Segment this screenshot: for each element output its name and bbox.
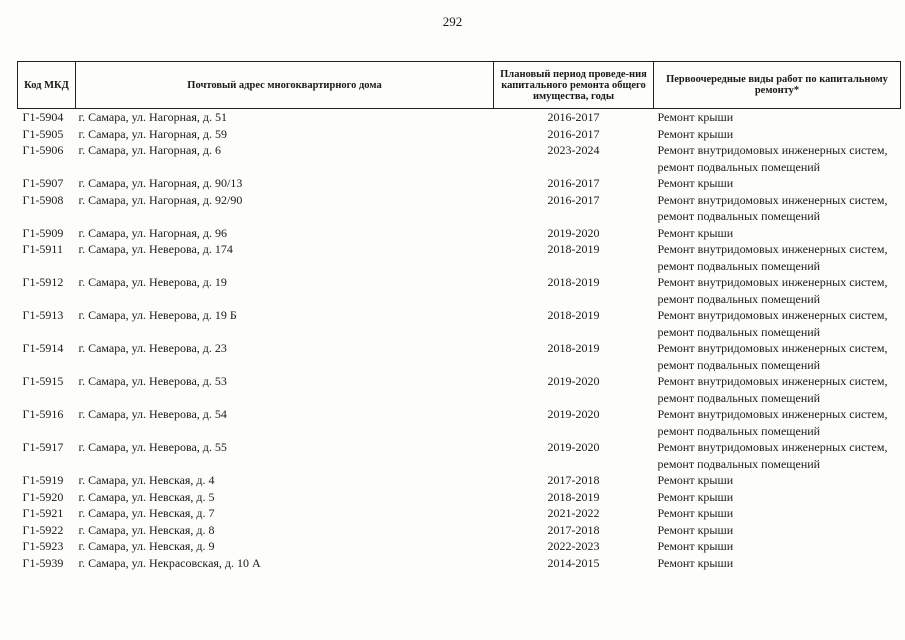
table-header — [18, 62, 901, 109]
row-period: 2019-2020 — [547, 225, 600, 240]
row-period: 2016-2017 — [547, 192, 600, 207]
row-works — [654, 505, 901, 522]
row-address: г. Самара, ул. Невская, д. 4 — [78, 473, 215, 487]
row-address: г. Самара, ул. Нагорная, д. 92/90 — [78, 192, 243, 207]
row-period: 2019-2020 — [547, 440, 600, 454]
row-code: Г1-5913 — [22, 308, 64, 322]
row-code: Г1-5916 — [22, 407, 64, 421]
table-row — [18, 126, 901, 143]
row-works-line: ремонт подвальных помещений — [657, 159, 821, 174]
row-address: г. Самара, ул. Неверова, д. 54 — [78, 407, 227, 421]
row-address: г. Самара, ул. Невская, д. 9 — [78, 539, 215, 553]
row-works-line: ремонт подвальных помещений — [657, 390, 821, 405]
row-works — [654, 225, 901, 242]
row-address: г. Самара, ул. Неверова, д. 53 — [78, 374, 227, 388]
table-row — [18, 555, 901, 572]
table-row — [18, 192, 901, 225]
row-address: г. Самара, ул. Неверова, д. 19 Б — [78, 308, 237, 322]
row-code: Г1-5907 — [22, 176, 64, 190]
row-works — [654, 555, 901, 572]
row-works-line: Ремонт внутридомовых инженерных систем, — [657, 407, 888, 421]
row-code: Г1-5908 — [22, 192, 64, 207]
row-works-line: ремонт подвальных помещений — [657, 258, 821, 273]
table-row — [18, 109, 901, 126]
row-code: Г1-5922 — [22, 522, 64, 537]
row-address: г. Самара, ул. Невская, д. 5 — [78, 489, 215, 504]
row-works — [654, 307, 901, 340]
row-works — [654, 274, 901, 307]
table-row — [18, 225, 901, 242]
row-address: г. Самара, ул. Невская, д. 8 — [78, 522, 215, 537]
row-works-line: Ремонт внутридомовых инженерных систем, — [657, 308, 888, 322]
table-row — [18, 472, 901, 489]
table-row — [18, 274, 901, 307]
row-period: 2022-2023 — [547, 539, 600, 553]
row-works-line: ремонт подвальных помещений — [657, 357, 821, 372]
row-works-line: Ремонт крыши — [657, 110, 734, 124]
row-code: Г1-5904 — [22, 110, 64, 124]
row-works — [654, 538, 901, 555]
header-address: Почтовый адрес многоквартирного дома — [76, 62, 494, 109]
row-address: г. Самара, ул. Неверова, д. 174 — [78, 242, 233, 256]
header-works: Первоочередные виды работ по капитальному ремонту* — [654, 62, 901, 109]
row-works-line: ремонт подвальных помещений — [657, 209, 821, 223]
row-works-line: Ремонт крыши — [657, 489, 734, 504]
row-code: Г1-5939 — [22, 555, 64, 570]
table-row — [18, 406, 901, 439]
row-works — [654, 373, 901, 406]
row-works-line: Ремонт внутридомовых инженерных систем, — [657, 192, 888, 207]
row-works — [654, 522, 901, 539]
row-code: Г1-5921 — [22, 506, 64, 520]
row-works — [654, 126, 901, 143]
repair-schedule-table — [17, 61, 901, 571]
table-body — [18, 109, 901, 572]
row-period: 2019-2020 — [547, 374, 600, 388]
row-period: 2018-2019 — [547, 341, 600, 355]
row-works-line: Ремонт внутридомовых инженерных систем, — [657, 374, 888, 388]
row-works — [654, 406, 901, 439]
row-code: Г1-5905 — [22, 126, 64, 141]
row-code: Г1-5919 — [22, 473, 64, 487]
row-works — [654, 109, 901, 126]
table-row — [18, 505, 901, 522]
row-code: Г1-5911 — [22, 242, 63, 256]
row-period: 2019-2020 — [547, 407, 600, 421]
row-works — [654, 489, 901, 506]
row-works-line: Ремонт крыши — [657, 176, 734, 190]
row-works — [654, 439, 901, 472]
row-works-line: ремонт подвальных помещений — [657, 291, 821, 306]
row-period: 2017-2018 — [547, 473, 600, 487]
row-works-line: ремонт подвальных помещений — [657, 456, 821, 471]
row-works-line: Ремонт внутридомовых инженерных систем, — [657, 275, 888, 289]
row-works — [654, 142, 901, 175]
row-works — [654, 192, 901, 225]
row-address: г. Самара, ул. Некрасовская, д. 10 А — [78, 555, 261, 570]
row-works-line: ремонт подвальных помещений — [657, 423, 821, 438]
row-address: г. Самара, ул. Нагорная, д. 6 — [78, 143, 222, 157]
row-address: г. Самара, ул. Невская, д. 7 — [78, 506, 215, 520]
row-period: 2016-2017 — [547, 126, 600, 141]
row-code: Г1-5917 — [22, 440, 64, 454]
row-works-line: ремонт подвальных помещений — [657, 324, 821, 339]
row-address: г. Самара, ул. Нагорная, д. 59 — [78, 126, 228, 141]
row-works-line: Ремонт крыши — [657, 225, 734, 240]
row-works-line: Ремонт крыши — [657, 506, 734, 520]
table-row — [18, 142, 901, 175]
row-works-line: Ремонт крыши — [657, 473, 734, 487]
row-address: г. Самара, ул. Неверова, д. 55 — [78, 440, 227, 454]
row-period: 2016-2017 — [547, 176, 600, 190]
row-code: Г1-5915 — [22, 374, 64, 388]
row-address: г. Самара, ул. Нагорная, д. 96 — [78, 225, 228, 240]
table-row — [18, 373, 901, 406]
row-works — [654, 472, 901, 489]
table-row — [18, 489, 901, 506]
row-code: Г1-5920 — [22, 489, 64, 504]
header-code: Код МКД — [18, 62, 76, 109]
row-period: 2023-2024 — [547, 143, 600, 157]
table-row — [18, 241, 901, 274]
row-works-line: Ремонт крыши — [657, 555, 734, 570]
row-works-line: Ремонт внутридомовых инженерных систем, — [657, 242, 888, 256]
table-row — [18, 307, 901, 340]
row-code: Г1-5912 — [22, 275, 64, 289]
row-works-line: Ремонт крыши — [657, 522, 734, 537]
row-address: г. Самара, ул. Нагорная, д. 90/13 — [78, 176, 243, 190]
row-code: Г1-5906 — [22, 143, 64, 157]
table-row — [18, 175, 901, 192]
row-works-line: Ремонт внутридомовых инженерных систем, — [657, 341, 888, 355]
row-code: Г1-5909 — [22, 225, 64, 240]
row-code: Г1-5914 — [22, 341, 64, 355]
page-number: 292 — [442, 14, 463, 29]
table-row — [18, 522, 901, 539]
row-period: 2021-2022 — [547, 506, 600, 520]
row-code: Г1-5923 — [22, 539, 64, 553]
row-works — [654, 175, 901, 192]
row-period: 2018-2019 — [547, 489, 600, 504]
row-works — [654, 340, 901, 373]
table-row — [18, 538, 901, 555]
row-period: 2016-2017 — [547, 110, 600, 124]
row-period: 2018-2019 — [547, 275, 600, 289]
row-period: 2017-2018 — [547, 522, 600, 537]
row-period: 2018-2019 — [547, 242, 600, 256]
row-address: г. Самара, ул. Неверова, д. 23 — [78, 341, 227, 355]
row-address: г. Самара, ул. Нагорная, д. 51 — [78, 110, 228, 124]
table-row — [18, 439, 901, 472]
row-works — [654, 241, 901, 274]
row-works-line: Ремонт внутридомовых инженерных систем, — [657, 143, 888, 157]
table-row — [18, 340, 901, 373]
row-works-line: Ремонт крыши — [657, 126, 734, 141]
row-works-line: Ремонт внутридомовых инженерных систем, — [657, 440, 888, 454]
row-address: г. Самара, ул. Неверова, д. 19 — [78, 275, 227, 289]
row-works-line: Ремонт крыши — [657, 539, 734, 553]
row-period: 2014-2015 — [547, 555, 600, 570]
row-period: 2018-2019 — [547, 308, 600, 322]
header-period: Плановый период проведе-ния капитального ремонта общего имущества, годы — [494, 62, 654, 109]
